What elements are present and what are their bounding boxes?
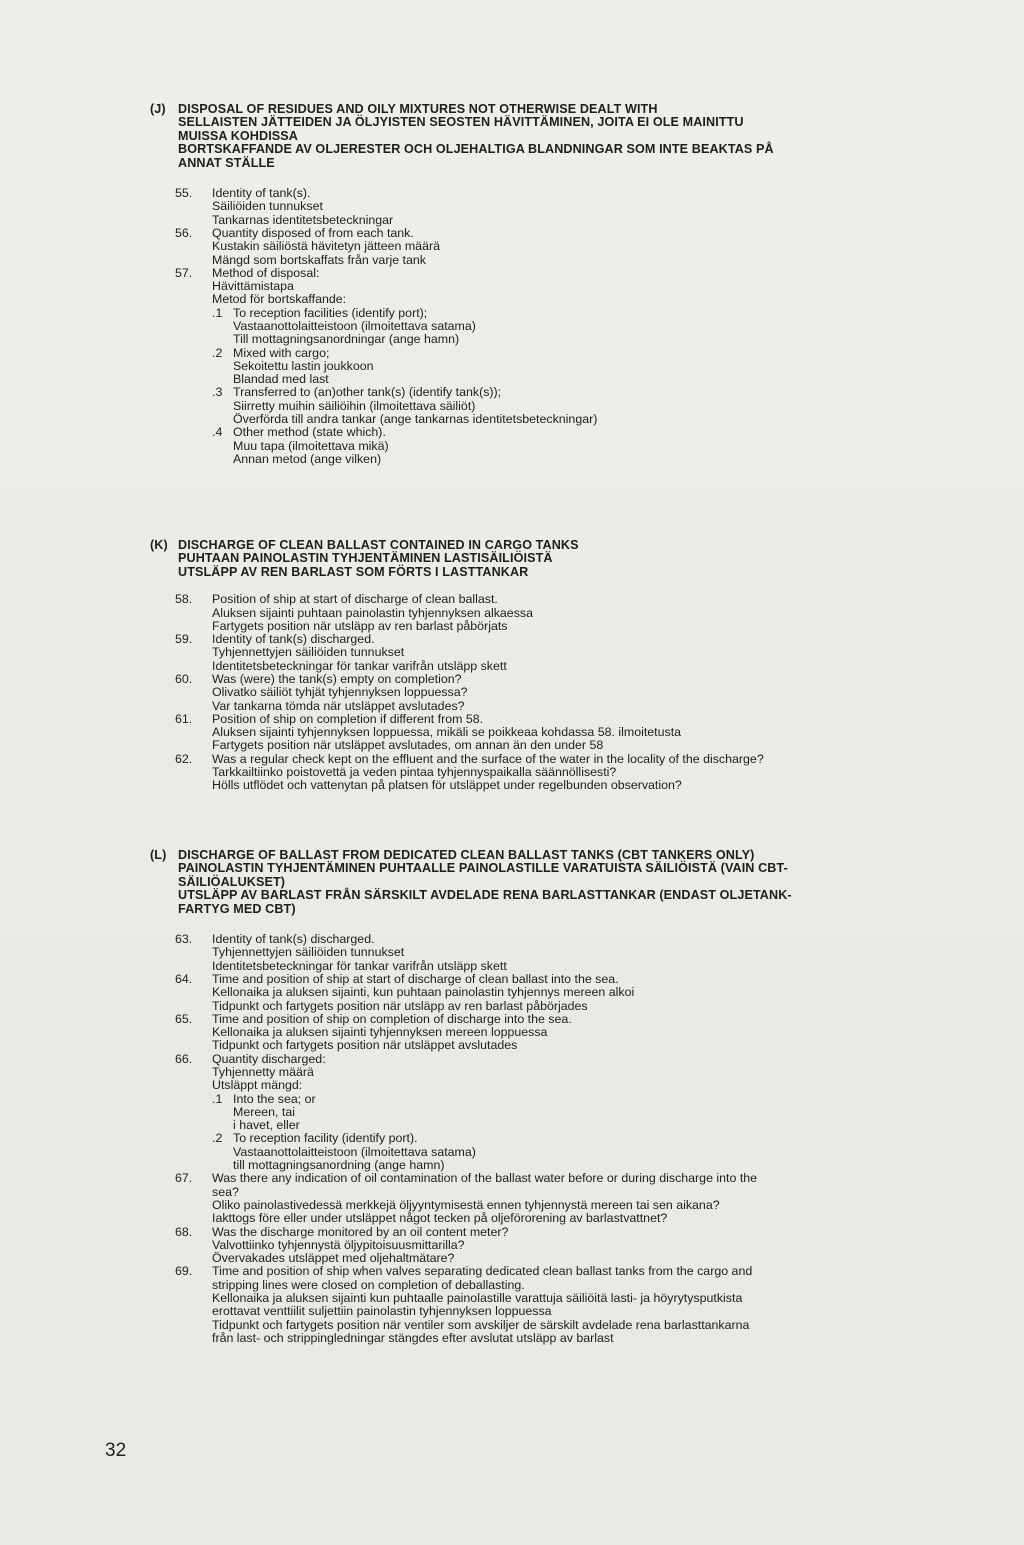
section-title-line: PAINOLASTIN TYHJENTÄMINEN PUHTAALLE PAINOLASTILLE VARATUISTA SÄILIÖISTÄ (VAIN CBT- — [178, 861, 788, 876]
sub-item — [212, 426, 597, 466]
sub-item-text: Blandad med last — [233, 372, 329, 387]
item-number: 57. — [175, 265, 193, 280]
item-text: Tyhjennettyjen säiliöiden tunnukset — [212, 645, 405, 660]
section-title-line: MUISSA KOHDISSA — [178, 128, 298, 143]
item-text: stripping lines were closed on completion of deballasting. — [212, 1277, 525, 1292]
item-text: Was there any indication of oil contamination of the ballast water before or during discharge into the — [212, 1171, 758, 1186]
item-text: Was a regular check kept on the effluent and the surface of the water in the locality of the discharge? — [212, 751, 764, 766]
item-text: Metod för bortskaffande: — [212, 292, 347, 307]
sub-item-number: .1 — [212, 1091, 223, 1106]
section-letter: (K) — [150, 538, 168, 552]
item-text: Mängd som bortskaffats från varje tank — [212, 252, 426, 267]
sub-item-text: Vastaanottolaitteistoon (ilmoitettava satama) — [233, 1144, 476, 1159]
item-number: 65. — [175, 1011, 193, 1026]
item-text: Var tankarna tömda när utsläppet avslutades? — [212, 698, 465, 713]
sub-item-text: Mixed with cargo; — [233, 345, 330, 360]
list-item — [175, 1053, 930, 1173]
sub-item-text: To reception facility (identify port). — [233, 1131, 418, 1146]
item-text: Quantity disposed of from each tank. — [212, 225, 414, 240]
item-text: Identity of tank(s) discharged. — [212, 932, 375, 947]
list-item — [175, 593, 930, 633]
sub-item-number: .3 — [212, 385, 223, 400]
sub-item — [212, 307, 597, 347]
sub-item-number: .1 — [212, 305, 223, 320]
item-number: 59. — [175, 632, 193, 647]
item-text: Identity of tank(s). — [212, 186, 311, 201]
sub-item-text: Into the sea; or — [233, 1091, 316, 1106]
section-title-line: SÄILIÖALUKSET) — [178, 874, 286, 889]
item-number: 64. — [175, 971, 193, 986]
sub-item-number: .2 — [212, 1131, 223, 1146]
item-number: 56. — [175, 225, 193, 240]
list-item — [175, 633, 930, 673]
item-text: Was (were) the tank(s) empty on completion? — [212, 672, 462, 686]
page-number: 32 — [105, 1440, 127, 1461]
section-title-line: DISCHARGE OF CLEAN BALLAST CONTAINED IN CARGO TANKS — [178, 538, 579, 552]
section-heading — [150, 849, 930, 916]
sub-item-text: Mereen, tai — [233, 1104, 295, 1119]
section-title-line: FARTYG MED CBT) — [178, 901, 296, 916]
item-list — [175, 933, 930, 1345]
section-titles — [178, 103, 774, 170]
sub-item-text: Vastaanottolaitteistoon (ilmoitettava satama) — [233, 319, 476, 333]
section-title-line: UTSLÄPP AV BARLAST FRÅN SÄRSKILT AVDELADE RENA BARLASTTANKAR (ENDAST OLJETANK- — [178, 888, 792, 903]
item-text: Position of ship on completion if different from 58. — [212, 711, 484, 726]
item-text: Was the discharge monitored by an oil content meter? — [212, 1224, 509, 1239]
list-item — [175, 1013, 930, 1053]
list-item — [175, 267, 930, 466]
item-text: Time and position of ship at start of discharge of clean ballast into the sea. — [212, 971, 619, 986]
sub-item-text: Annan metod (ange vilken) — [233, 451, 382, 466]
section-title-line: BORTSKAFFANDE AV OLJERESTER OCH OLJEHALTIGA BLANDNINGAR SOM INTE BEAKTAS PÅ — [178, 142, 774, 157]
list-item — [175, 1226, 930, 1266]
sub-item — [212, 1093, 476, 1133]
item-text: Time and position of ship on completion of discharge into the sea. — [212, 1011, 572, 1026]
sub-item — [212, 347, 597, 387]
sub-item-text: till mottagningsanordning (ange hamn) — [233, 1158, 445, 1173]
item-text: Identity of tank(s) discharged. — [212, 632, 375, 647]
list-item — [175, 673, 930, 713]
item-text: Oliko painolastivedessä merkkejä öljyyntymisestä ennen tyhjennystä mereen tai sen aikana? — [212, 1197, 720, 1212]
section-letter: (J) — [150, 102, 166, 116]
item-text: Kellonaika ja aluksen sijainti, kun puhtaan painolastin tyhjennys mereen alkoi — [212, 985, 635, 1000]
section-title-line: ANNAT STÄLLE — [178, 155, 275, 170]
section-letter: (L) — [150, 848, 167, 862]
item-number: 55. — [175, 186, 193, 201]
item-number: 66. — [175, 1051, 193, 1066]
item-text: Identitetsbeteckningar för tankar varifrån utsläpp skett — [212, 658, 507, 673]
item-text: Aluksen sijainti puhtaan painolastin tyhjennyksen alkaessa — [212, 605, 533, 620]
item-text: Kellonaika ja aluksen sijainti kun puhtaalle painolastille varattuja säiliöitä lasti- ja höyrytysputkista — [212, 1291, 743, 1306]
item-text: Utsläppt mängd: — [212, 1078, 303, 1093]
item-text: från last- och strippingledningar stängdes efter avslutat utsläpp av barlast — [212, 1330, 614, 1345]
item-text: Aluksen sijainti tyhjennyksen loppuessa, mikäli se poikkeaa kohdassa 58. ilmoitetusta — [212, 725, 682, 740]
sub-item-number: .4 — [212, 425, 223, 440]
item-text: Säiliöiden tunnukset — [212, 199, 323, 214]
item-text: Kellonaika ja aluksen sijainti tyhjennyksen mereen loppuessa — [212, 1025, 548, 1040]
item-list — [175, 593, 930, 792]
section-heading — [150, 103, 930, 170]
sub-item-text: Överförda till andra tankar (ange tankarnas identitetsbeteckningar) — [233, 412, 598, 427]
sub-item-number: .2 — [212, 345, 223, 360]
sub-item-text: To reception facilities (identify port); — [233, 305, 428, 320]
item-text: Hölls utflödet och vattenytan på platsen för utsläppet under regelbunden observation? — [212, 778, 682, 793]
list-item — [175, 973, 930, 1013]
list-item — [175, 753, 930, 793]
item-text: Tidpunkt och fartygets position när ventiler som avskiljer de särskilt avdelade rena barlasttankarna — [212, 1317, 750, 1332]
item-number: 61. — [175, 711, 193, 726]
item-text: Time and position of ship when valves separating dedicated clean ballast tanks from the cargo and — [212, 1264, 753, 1279]
section-j — [150, 103, 930, 466]
sub-item — [212, 386, 597, 426]
item-text: Tidpunkt och fartygets position när utsläppet avslutades — [212, 1038, 518, 1053]
section-heading — [150, 539, 930, 579]
sub-item-text: i havet, eller — [233, 1118, 300, 1133]
sub-item-text: Till mottagningsanordningar (ange hamn) — [233, 332, 460, 347]
item-text: Fartygets position när utsläpp av ren barlast påbörjats — [212, 618, 508, 633]
item-text: Identitetsbeteckningar för tankar varifrån utsläpp skett — [212, 958, 507, 973]
section-title-line: PUHTAAN PAINOLASTIN TYHJENTÄMINEN LASTISÄILIÖISTÄ — [178, 551, 553, 566]
section-title-line: SELLAISTEN JÄTTEIDEN JA ÖLJYISTEN SEOSTEN HÄVITTÄMINEN, JOITA EI OLE MAINITTU — [178, 115, 744, 130]
item-text: erottavat venttiilit suljettiin painolastin tyhjennyksen loppuessa — [212, 1304, 552, 1319]
section-title-line: DISPOSAL OF RESIDUES AND OILY MIXTURES NOT OTHERWISE DEALT WITH — [178, 102, 658, 116]
item-number: 68. — [175, 1224, 193, 1239]
item-text: Tidpunkt och fartygets position när utsläpp av ren barlast påbörjades — [212, 998, 588, 1013]
item-text: Övervakades utsläppet med oljehaltmätare? — [212, 1251, 455, 1266]
list-item — [175, 187, 930, 227]
list-item — [175, 227, 930, 267]
item-number: 58. — [175, 592, 193, 607]
section-titles — [178, 849, 792, 916]
item-text: Method of disposal: — [212, 265, 320, 280]
item-text: Iakttogs före eller under utsläppet något tecken på oljeförorening av barlastvattnet? — [212, 1211, 668, 1226]
item-text: Hävittämistapa — [212, 279, 294, 294]
list-item — [175, 933, 930, 973]
item-list — [175, 187, 930, 466]
item-text: Kustakin säiliöstä hävitetyn jätteen määrä — [212, 239, 440, 254]
item-text: sea? — [212, 1184, 239, 1199]
item-number: 60. — [175, 672, 193, 686]
section-title-line: DISCHARGE OF BALLAST FROM DEDICATED CLEAN BALLAST TANKS (CBT TANKERS ONLY) — [178, 848, 755, 862]
item-text: Valvottiinko tyhjennystä öljypitoisuusmittarilla? — [212, 1237, 465, 1252]
sub-item-text: Other method (state which). — [233, 425, 386, 440]
section-l — [150, 849, 930, 1345]
section-k — [150, 539, 930, 793]
item-text: Tarkkailtiinko poistovettä ja veden pintaa tyhjennyspaikalla säännöllisesti? — [212, 765, 617, 780]
item-text: Tyhjennettyjen säiliöiden tunnukset — [212, 945, 405, 960]
sub-item — [212, 1132, 476, 1172]
item-number: 63. — [175, 932, 193, 947]
item-number: 69. — [175, 1264, 193, 1279]
item-text: Fartygets position när utsläppet avslutades, om annan än den under 58 — [212, 738, 604, 753]
list-item — [175, 1172, 930, 1225]
section-titles — [178, 539, 579, 579]
item-text: Tyhjennetty määrä — [212, 1065, 314, 1079]
item-number: 67. — [175, 1171, 193, 1186]
section-title-line: UTSLÄPP AV REN BARLAST SOM FÖRTS I LASTTANKAR — [178, 564, 529, 579]
item-text: Olivatko säiliöt tyhjät tyhjennyksen loppuessa? — [212, 685, 468, 700]
sub-item-text: Muu tapa (ilmoitettava mikä) — [233, 438, 389, 453]
item-number: 62. — [175, 751, 193, 766]
item-text: Tankarnas identitetsbeteckningar — [212, 212, 394, 227]
item-text: Quantity discharged: — [212, 1051, 326, 1066]
list-item — [175, 1265, 930, 1345]
item-text: Position of ship at start of discharge of clean ballast. — [212, 592, 498, 607]
sub-item-text: Siirretty muihin säiliöihin (ilmoitettava säiliöt) — [233, 398, 476, 413]
sub-item-text: Transferred to (an)other tank(s) (identify tank(s)); — [233, 385, 502, 400]
list-item — [175, 713, 930, 753]
sub-item-text: Sekoitettu lastin joukkoon — [233, 358, 374, 373]
